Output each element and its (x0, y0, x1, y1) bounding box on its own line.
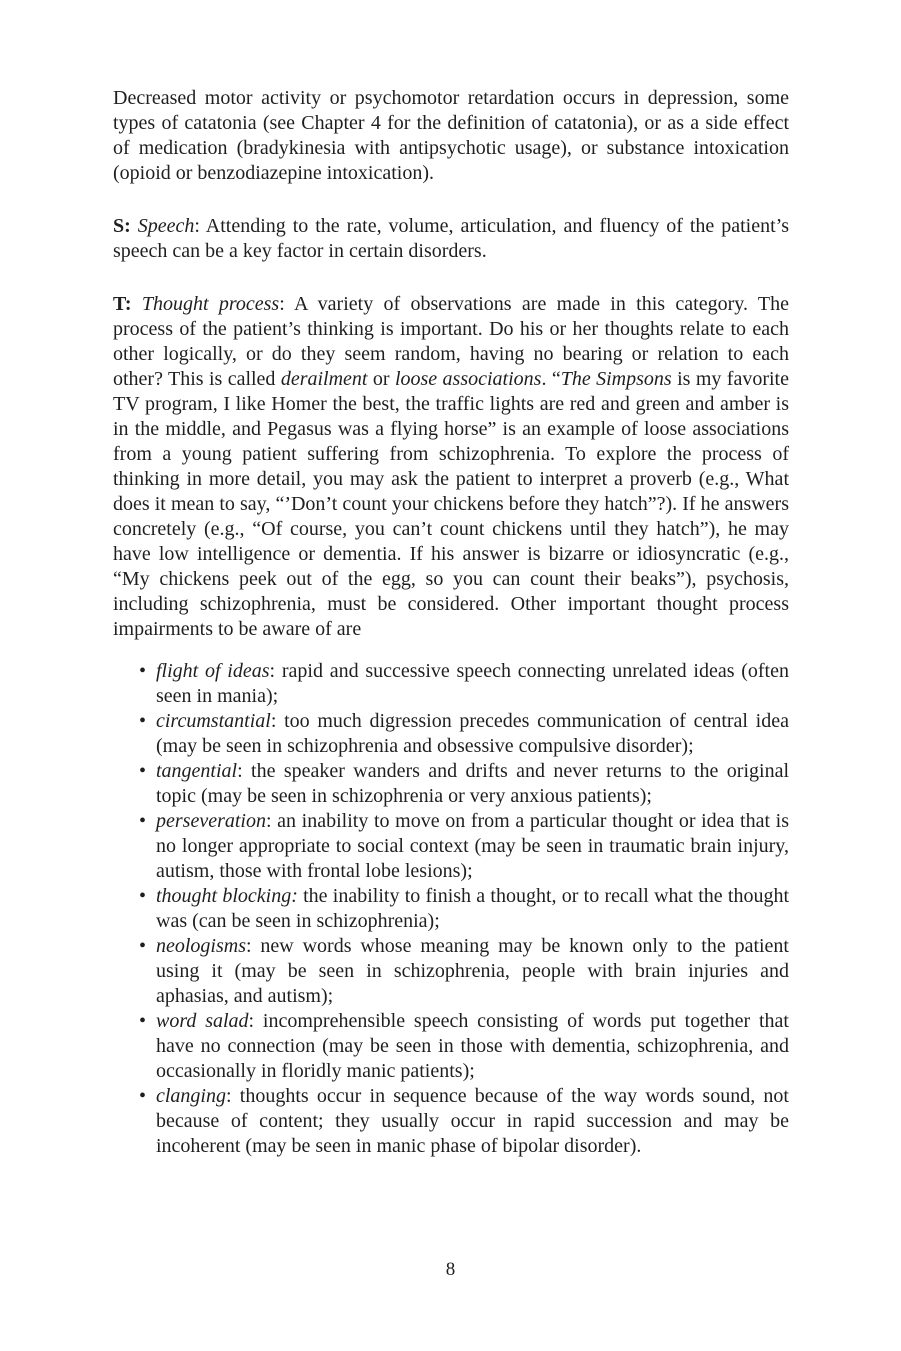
text-block (113, 86, 789, 1159)
body-text: : an inability to move on from a particular thought or idea that is no longer appropriate to social context (may be seen in traumatic brain injury, autism, those with frontal lobe lesions); (156, 810, 789, 882)
bullet-icon: • (139, 660, 147, 682)
list-item (113, 759, 789, 809)
italic-term: Speech (137, 215, 195, 237)
bullet-icon: • (139, 885, 147, 907)
bold-text: S: (113, 215, 131, 237)
list-item-text (156, 1010, 789, 1082)
italic-term: thought blocking: (156, 885, 298, 907)
body-text: or (367, 368, 395, 390)
bullet-icon: • (139, 1010, 147, 1032)
italic-term: Thought process (141, 293, 280, 315)
body-text: : A variety of observations are made in this category. The process of the patient’s thinking is important. Do his or her thoughts relate to each other logically, or do they seem random, having no bearing or relation to each other? This is called (113, 293, 789, 390)
list-item (113, 934, 789, 1009)
list-item-text (156, 660, 789, 707)
list-item-text (156, 810, 789, 882)
list-item-text (156, 885, 789, 932)
italic-term: circumstantial (156, 710, 271, 732)
thought-impairments-list (113, 659, 789, 1159)
bullet-icon: • (139, 710, 147, 732)
italic-term: loose associations (394, 368, 542, 390)
body-text: is my favorite TV program, I like Homer the best, the traffic lights are red and green and amber is in the middle, and Pegasus was a flying horse” is an example of loose associations from a young patient suffering from schizophrenia. To explore the process of thinking in more detail, you may ask the patient to interpret a proverb (e.g., What does it mean to say, “’Don’t count your chickens before they hatch”?). If he answers concretely (e.g., “Of course, you can’t count chickens until they hatch”), he may have low intelligence or dementia. If his answer is bizarre or idiosyncratic (e.g., “My chickens peek out of the egg, so you can count their beaks”), psychosis, including schizophrenia, must be considered. Other important thought process impairments to be aware of are (113, 368, 789, 640)
body-text: : the speaker wanders and drifts and never returns to the original topic (may be seen in schizophrenia or very anxious patients); (156, 760, 789, 807)
bold-text: T: (113, 293, 132, 315)
italic-term: derailment (280, 368, 368, 390)
italic-term: word salad (156, 1010, 249, 1032)
page-number: 8 (445, 1259, 456, 1280)
bullet-icon: • (139, 1085, 147, 1107)
body-text: : Attending to the rate, volume, articulation, and fluency of the patient’s speech can be a key factor in certain disorders. (113, 215, 789, 262)
italic-term: flight of ideas (156, 660, 270, 682)
list-item (113, 884, 789, 934)
body-text: Decreased motor activity or psychomotor retardation occurs in depression, some types of catatonia (see Chapter 4 for the definition of catatonia), or as a side effect of medication (bradykinesia with antipsychotic usage), or substance intoxication (opioid or benzodiazepine intoxication). (113, 87, 789, 184)
list-item-text (156, 710, 789, 757)
list-item-text (156, 935, 789, 1007)
list-item-text (156, 1085, 789, 1157)
body-text (131, 215, 138, 237)
list-item (113, 659, 789, 709)
paragraph-speech (113, 214, 789, 264)
bullet-icon: • (139, 810, 147, 832)
italic-term: perseveration (156, 810, 266, 832)
italic-term: neologisms (156, 935, 246, 957)
body-text: : thoughts occur in sequence because of the way words sound, not because of content; they usually occur in rapid succession and may be incoherent (may be seen in manic phase of bipolar disorder). (156, 1085, 789, 1157)
italic-term: The Simpsons (560, 368, 672, 390)
list-item (113, 1009, 789, 1084)
body-text: : rapid and successive speech connecting unrelated ideas (often seen in mania); (156, 660, 789, 707)
body-text: : too much digression precedes communication of central idea (may be seen in schizophrenia and obsessive compulsive disorder); (156, 710, 789, 757)
list-item (113, 1084, 789, 1159)
paragraph-thought-process (113, 292, 789, 642)
body-text (132, 293, 142, 315)
body-text: the inability to finish a thought, or to recall what the thought was (can be seen in schizophrenia); (156, 885, 790, 932)
bullet-icon: • (139, 935, 147, 957)
body-text: : new words whose meaning may be known only to the patient using it (may be seen in schizophrenia, people with brain injuries and aphasias, and autism); (156, 935, 789, 1007)
italic-term: clanging (156, 1085, 226, 1107)
paragraph-psychomotor-retardation (113, 86, 789, 186)
body-text: . “ (541, 368, 561, 390)
bullet-icon: • (139, 760, 147, 782)
list-item (113, 809, 789, 884)
list-item-text (156, 760, 789, 807)
body-text: : incomprehensible speech consisting of words put together that have no connection (may be seen in those with dementia, schizophrenia, and occasionally in floridly manic patients); (156, 1010, 789, 1082)
list-item (113, 709, 789, 759)
italic-term: tangential (156, 760, 238, 782)
